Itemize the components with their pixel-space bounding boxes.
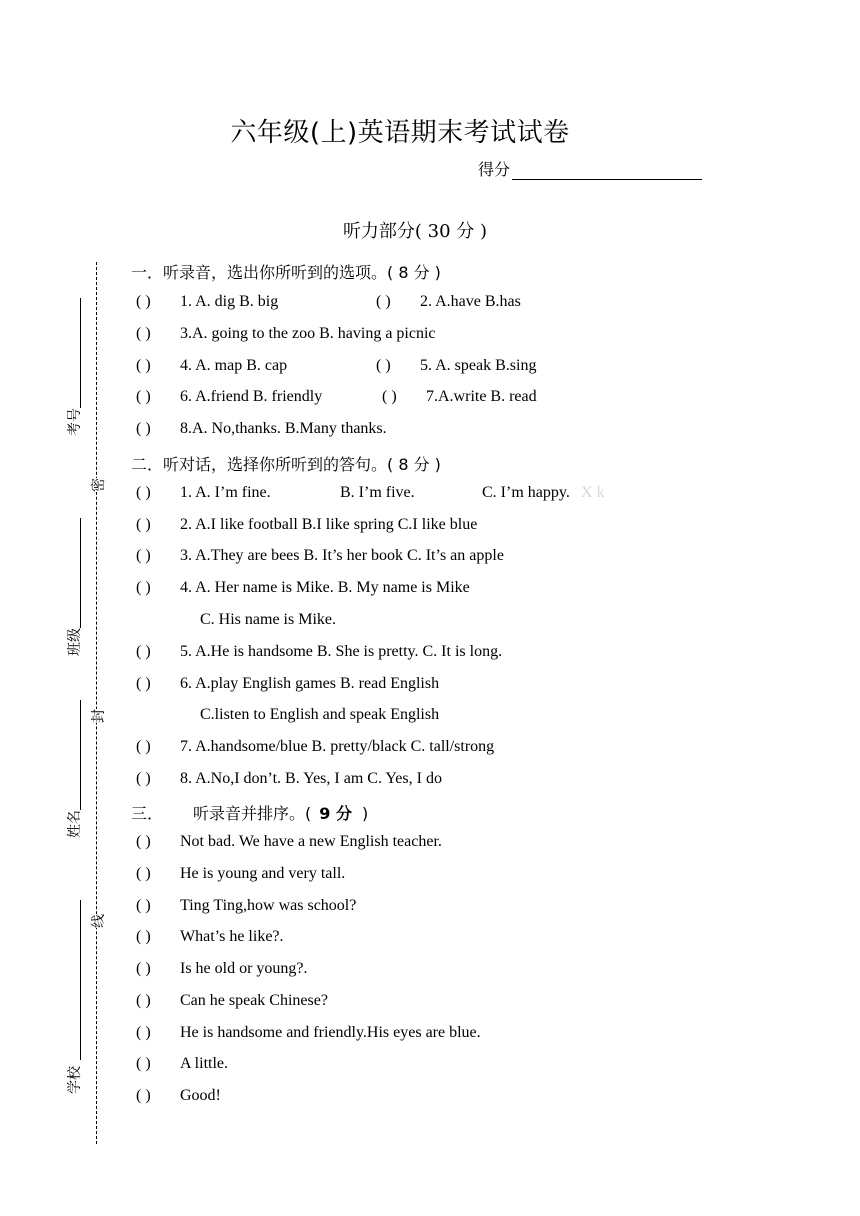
option-text: C. His name is Mike. — [200, 611, 336, 628]
question-line: ( ) 5. A. speak B.sing — [376, 357, 537, 374]
question-line: ( ) 6. A.friend B. friendly — [136, 388, 323, 405]
answer-blank[interactable]: ( ) — [136, 992, 151, 1009]
question-line: ( ) 4. A. map B. cap — [136, 357, 288, 374]
score-label: 得分 — [478, 160, 511, 179]
section-3-heading: 三． 听录音并排序。( 9 分 ) — [131, 804, 369, 823]
section-1-heading: 一．听录音，选出你所听到的选项。( 8 分 ) — [131, 263, 441, 282]
binding-dashed-line — [96, 262, 97, 1144]
sentence-line: ( ) He is handsome and friendly.His eyes are blue. — [136, 1024, 481, 1041]
option-text: C. I’m happy. — [482, 484, 570, 501]
question-line: ( ) 4. A. Her name is Mike. B. My name is Mike — [136, 579, 470, 596]
answer-blank[interactable]: ( ) — [136, 865, 151, 882]
question-line: ( ) 7.A.write B. read — [382, 388, 537, 405]
answer-blank[interactable]: ( ) — [136, 928, 151, 945]
seal-char-feng: 封 — [88, 709, 108, 723]
sentence-line: ( ) Ting Ting,how was school? — [136, 897, 357, 914]
sentence-line: ( ) He is young and very tall. — [136, 865, 346, 882]
answer-blank[interactable]: ( ) — [136, 960, 151, 977]
exam-title: 六年级(上)英语期末考试试卷 — [230, 118, 570, 148]
answer-blank[interactable]: ( ) — [136, 1055, 151, 1072]
answer-blank[interactable]: ( ) — [136, 325, 151, 342]
question-line: ( ) 8. A.No,I don’t. B. Yes, I am C. Yes, I do — [136, 770, 442, 787]
answer-blank[interactable]: ( ) — [136, 579, 151, 596]
answer-blank[interactable]: ( ) — [136, 420, 151, 437]
sentence-line: ( ) Is he old or young?. — [136, 960, 308, 977]
sentence-line: ( ) What’s he like?. — [136, 928, 284, 945]
question-line: ( ) 1. A. I’m fine. — [136, 484, 271, 501]
sentence-line: ( ) Not bad. We have a new English teacher. — [136, 833, 442, 850]
answer-blank[interactable]: ( ) — [136, 547, 151, 564]
school-blank[interactable] — [80, 900, 81, 1060]
answer-blank[interactable]: ( ) — [382, 388, 397, 405]
answer-blank[interactable]: ( ) — [136, 675, 151, 692]
answer-blank[interactable]: ( ) — [136, 1024, 151, 1041]
question-line: ( ) 8.A. No,thanks. B.Many thanks. — [136, 420, 387, 437]
answer-blank[interactable]: ( ) — [136, 738, 151, 755]
question-line: ( ) 7. A.handsome/blue B. pretty/black C. tall/strong — [136, 738, 495, 755]
exam-number-blank[interactable] — [80, 298, 81, 408]
seal-char-xian: 线 — [88, 914, 108, 928]
question-line: ( ) 6. A.play English games B. read English — [136, 675, 440, 692]
option-text: B. I’m five. — [340, 484, 415, 501]
answer-blank[interactable]: ( ) — [136, 770, 151, 787]
class-label: 班级 — [67, 628, 83, 656]
answer-blank[interactable]: ( ) — [136, 484, 151, 501]
section-2-heading: 二．听对话，选择你所听到的答句。( 8 分 ) — [131, 455, 441, 474]
question-line: ( ) 2. A.have B.has — [376, 293, 521, 310]
question-line: ( ) 1. A. dig B. big — [136, 293, 279, 310]
class-blank[interactable] — [80, 518, 81, 628]
name-blank[interactable] — [80, 700, 81, 810]
question-line: ( ) 3.A. going to the zoo B. having a picnic — [136, 325, 436, 342]
answer-blank[interactable]: ( ) — [136, 293, 151, 310]
question-line: ( ) 3. A.They are bees B. It’s her book C. It’s an apple — [136, 547, 504, 564]
part-title: 听力部分( 30 分 ) — [342, 221, 488, 242]
answer-blank[interactable]: ( ) — [376, 357, 391, 374]
answer-blank[interactable]: ( ) — [136, 357, 151, 374]
answer-blank[interactable]: ( ) — [136, 388, 151, 405]
sentence-line: ( ) Good! — [136, 1087, 221, 1104]
score-blank[interactable] — [512, 164, 702, 180]
name-label: 姓名 — [67, 810, 83, 838]
answer-blank[interactable]: ( ) — [376, 293, 391, 310]
score-field[interactable] — [478, 157, 702, 180]
option-text: C.listen to English and speak English — [200, 706, 440, 723]
sentence-line: ( ) A little. — [136, 1055, 228, 1072]
answer-blank[interactable]: ( ) — [136, 643, 151, 660]
answer-blank[interactable]: ( ) — [136, 1087, 151, 1104]
answer-blank[interactable]: ( ) — [136, 833, 151, 850]
seal-char-mi: 密 — [88, 478, 108, 492]
watermark-text: X k — [581, 484, 605, 501]
exam-number-label: 考号 — [67, 408, 83, 436]
answer-blank[interactable]: ( ) — [136, 897, 151, 914]
question-line: ( ) 2. A.I like football B.I like spring C.I like blue — [136, 516, 478, 533]
question-line: ( ) 5. A.He is handsome B. She is pretty. C. It is long. — [136, 643, 503, 660]
school-label: 学校 — [67, 1066, 83, 1094]
sentence-line: ( ) Can he speak Chinese? — [136, 992, 328, 1009]
answer-blank[interactable]: ( ) — [136, 516, 151, 533]
